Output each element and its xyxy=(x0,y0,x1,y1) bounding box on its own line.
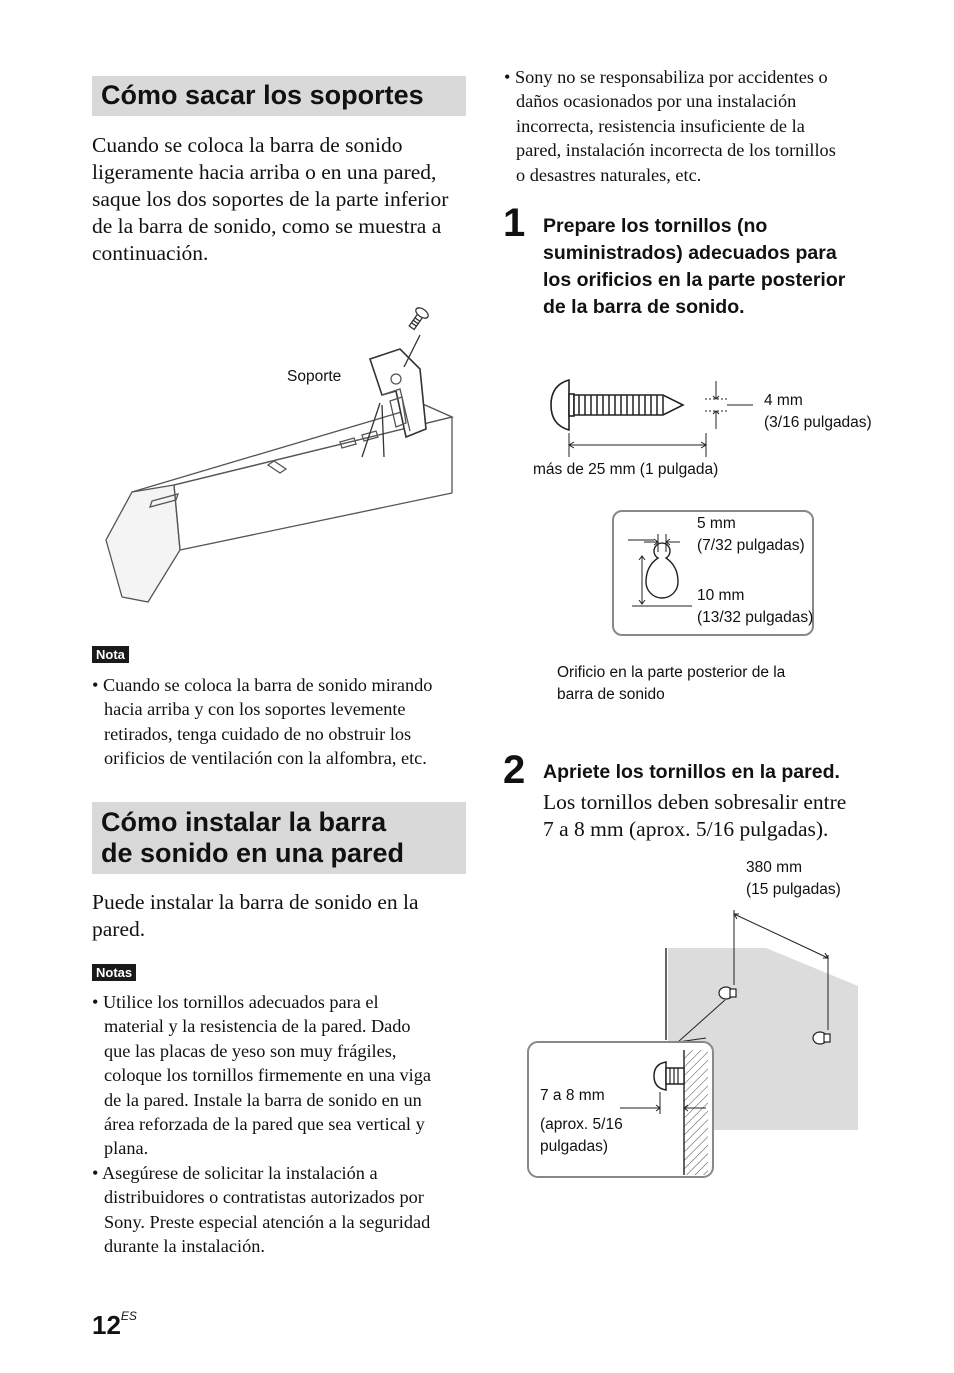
disclaimer-line: • Sony no se responsabiliza por accidentes o xyxy=(504,67,828,87)
dimension-line: (7/32 pulgadas) xyxy=(697,537,805,554)
section-intro-remove-stands xyxy=(92,132,448,267)
note-line: plana. xyxy=(104,1138,149,1159)
step-line: suministrados) adecuados para xyxy=(543,242,837,264)
disclaimer-line: incorrecta, resistencia insuficiente de la xyxy=(516,115,805,136)
section-title xyxy=(101,807,404,869)
protrusion-approx-label xyxy=(540,1114,623,1158)
note-line: de la pared. Instale la barra de sonido en un xyxy=(104,1089,422,1110)
page-language: ES xyxy=(120,1309,137,1323)
notes-list xyxy=(92,990,431,1258)
note-line: • Asegúrese de solicitar la instalación a xyxy=(92,1162,378,1183)
body-line: 7 a 8 mm (aprox. 5/16 pulgadas). xyxy=(543,817,829,841)
step-line: de la barra de sonido. xyxy=(543,296,745,318)
body-line: Los tornillos deben sobresalir entre xyxy=(543,790,847,814)
dimension-line: 5 mm xyxy=(697,515,736,532)
section-intro-wall-mount xyxy=(92,889,419,943)
step-2-number: 2 xyxy=(503,748,526,792)
stand-label: Soporte xyxy=(287,368,342,385)
step-2-title: Apriete los tornillos en la pared. xyxy=(543,761,840,783)
screw-diameter-label xyxy=(764,390,872,434)
screw-spacing-label xyxy=(746,857,841,901)
dimension-line: (13/32 pulgadas) xyxy=(697,609,814,626)
body-line: Puede instalar la barra de sonido en la xyxy=(92,890,419,914)
dimension-line: (15 pulgadas) xyxy=(746,881,841,898)
note-line: hacia arriba y con los soportes levemente xyxy=(104,699,406,720)
keyhole-icon xyxy=(622,520,702,630)
note-line: coloque los tornillos firmemente en una viga xyxy=(104,1065,431,1086)
caption-line: barra de sonido xyxy=(557,686,665,703)
section-title-line: de sonido en una pared xyxy=(101,838,405,868)
section-title-line: Cómo instalar la barra xyxy=(101,807,387,837)
screw-length-label: más de 25 mm (1 pulgada) xyxy=(533,461,719,478)
step-1-text xyxy=(543,213,845,321)
dimension-line: 10 mm xyxy=(697,587,745,604)
step-line: Prepare los tornillos (no xyxy=(543,215,768,237)
note-line: • Utilice los tornillos adecuados para el xyxy=(92,992,379,1012)
dimension-line: (aprox. 5/16 xyxy=(540,1116,623,1133)
note-list xyxy=(92,673,432,771)
note-badge: Nota xyxy=(92,646,129,663)
body-line: de la barra de sonido, como se muestra a xyxy=(92,214,442,238)
body-line: saque los dos soportes de la parte inferior xyxy=(92,187,449,211)
note-line: Sony. Preste especial atención a la seguridad xyxy=(104,1211,431,1232)
note-line: que las placas de yeso son muy frágiles, xyxy=(104,1040,397,1061)
note-line: retirados, tenga cuidado de no obstruir los xyxy=(104,723,412,744)
hole-caption xyxy=(557,662,785,706)
body-line: Cuando se coloca la barra de sonido xyxy=(92,133,403,157)
note-line: durante la instalación. xyxy=(104,1236,265,1257)
step-1-number: 1 xyxy=(503,201,526,245)
dimension-line: 4 mm xyxy=(764,392,803,409)
dimension-line: (3/16 pulgadas) xyxy=(764,414,872,431)
body-line: continuación. xyxy=(92,241,209,265)
note-line: • Cuando se coloca la barra de sonido mirando xyxy=(92,675,433,695)
body-line: pared. xyxy=(92,917,146,941)
dimension-line: 380 mm xyxy=(746,859,802,876)
body-line: ligeramente hacia arriba o en una pared, xyxy=(92,160,437,184)
disclaimer-line: daños ocasionados por una instalación xyxy=(516,91,797,112)
disclaimer-line: o desastres naturales, etc. xyxy=(516,164,702,185)
disclaimer-line: pared, instalación incorrecta de los tornillos xyxy=(516,140,836,161)
page-number-value: 12 xyxy=(92,1310,121,1340)
section-title: Cómo sacar los soportes xyxy=(101,80,424,110)
note-line: distribuidores o contratistas autorizados por xyxy=(104,1187,424,1208)
dimension-line: pulgadas) xyxy=(540,1138,609,1155)
sony-disclaimer xyxy=(504,65,836,187)
section-heading-remove-stands xyxy=(92,76,466,116)
step-2-body xyxy=(543,789,846,843)
hole-height-label xyxy=(697,585,813,629)
note-line: orificios de ventilación con la alfombra, etc. xyxy=(104,748,427,769)
page-number xyxy=(92,1309,137,1341)
screw-illustration xyxy=(545,375,765,465)
note-line: área reforzada de la pared que sea vertical y xyxy=(104,1114,425,1135)
protrusion-label: 7 a 8 mm xyxy=(540,1087,605,1104)
caption-line: Orificio en la parte posterior de la xyxy=(557,664,786,681)
soundbar-stand-illustration xyxy=(100,305,460,610)
section-heading-wall-mount xyxy=(92,802,466,874)
step-line: los orificios en la parte posterior xyxy=(543,269,846,291)
hole-width-label xyxy=(697,513,805,557)
note-line: material y la resistencia de la pared. Dado xyxy=(104,1016,411,1037)
notes-badge: Notas xyxy=(92,964,136,981)
